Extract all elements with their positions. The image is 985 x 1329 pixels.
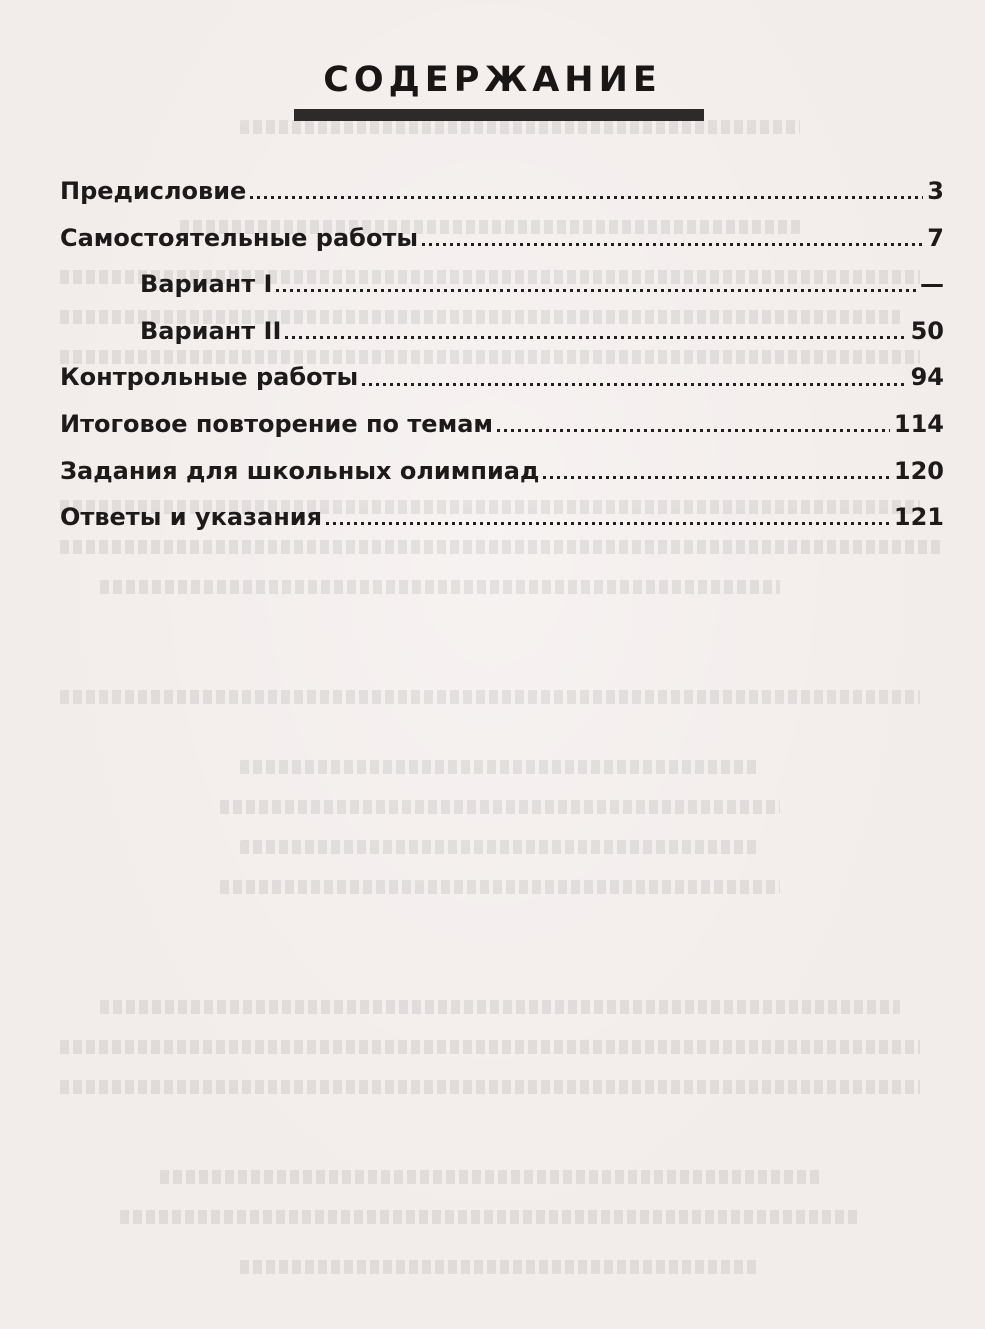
toc-entry-label: Самостоятельные работы — [60, 223, 419, 252]
toc-entry-page: 94 — [910, 363, 944, 392]
toc-entry-label: Контрольные работы — [60, 363, 359, 392]
dot-leader — [362, 366, 906, 390]
toc-entry-independent-works[interactable] — [60, 215, 944, 262]
toc-entry-olympiad-tasks[interactable] — [60, 448, 944, 495]
toc-entry-label: Итоговое повторение по темам — [60, 409, 494, 438]
toc-entry-preface[interactable] — [60, 168, 944, 215]
toc-entry-label: Задания для школьных олимпиад — [60, 456, 540, 485]
toc-entry-variant-1[interactable] — [60, 261, 944, 308]
toc-entry-label: Вариант II — [140, 316, 282, 345]
toc-entry-page: 7 — [927, 223, 944, 252]
dot-leader — [250, 179, 923, 203]
toc-entry-variant-2[interactable] — [60, 308, 944, 355]
toc-entry-label: Предисловие — [60, 177, 247, 205]
toc-entry-page: — — [920, 270, 944, 299]
dot-leader — [276, 272, 916, 296]
title-underline — [294, 109, 704, 121]
toc-entry-page: 50 — [910, 316, 944, 345]
dot-leader — [326, 505, 890, 529]
toc-entry-page: 114 — [893, 409, 944, 438]
toc-entry-final-review[interactable] — [60, 401, 944, 448]
toc-entry-label: Ответы и указания — [60, 503, 322, 532]
toc-entry-page: 120 — [893, 456, 944, 485]
toc-entry-label: Вариант I — [140, 270, 273, 299]
toc-entry-page: 3 — [927, 177, 944, 205]
page-title: СОДЕРЖАНИЕ — [323, 60, 662, 100]
toc-entry-page: 121 — [893, 503, 944, 532]
dot-leader — [422, 226, 923, 250]
dot-leader — [543, 459, 890, 483]
toc-entry-answers[interactable] — [60, 494, 944, 541]
dot-leader — [497, 412, 890, 436]
dot-leader — [285, 319, 906, 343]
table-of-contents — [60, 168, 944, 541]
toc-entry-control-works[interactable] — [60, 354, 944, 401]
